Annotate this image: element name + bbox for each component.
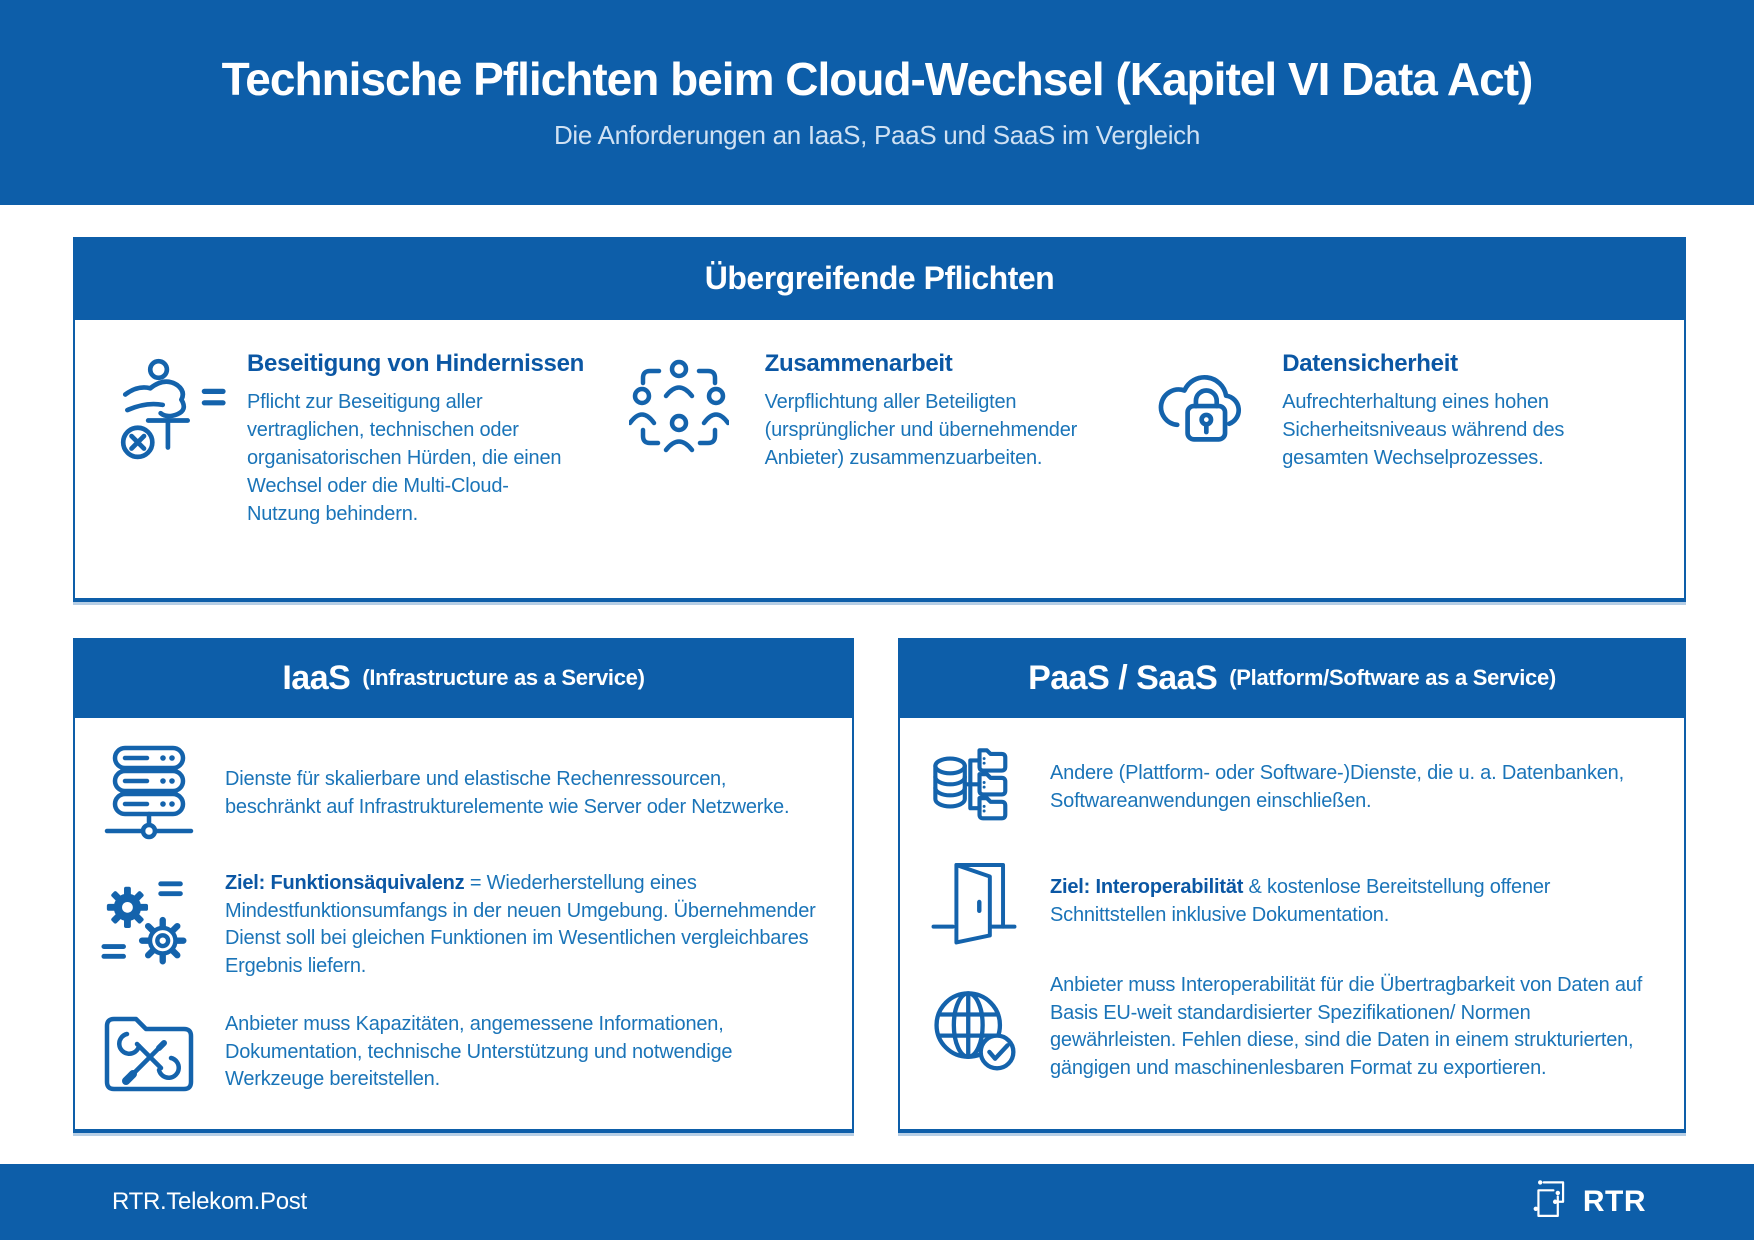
gears-icon [95,876,203,974]
iaas-item-text: Anbieter muss Kapazitäten, angemessene Informationen, Dokumentation, technische Unterstützung und notwendige Werkzeuge bereitstellen. [225,1012,733,1091]
overarching-body [73,320,1686,602]
paas-body [898,718,1686,1133]
iaas-body [73,718,854,1133]
overarching-title: Übergreifende Pflichten [704,260,1055,296]
obligation-item-zusammenarbeit [621,350,1139,598]
obligation-text-block [1282,350,1612,472]
iaas-title-suffix: (Infrastructure as a Service) [362,665,645,690]
iaas-item-kapazitaeten [95,1006,826,1098]
paas-item-text: Anbieter muss Interoperabilität für die Übertragbarkeit von Daten auf Basis EU-weit standardisierter Spezifikationen/ Normen gewährleisten. Fehlen diese, sind die Daten in einem strukturierten, gängigen und maschinenlesbaren Format zu exportieren. [1050,974,1643,1079]
paas-item-uebertragbarkeit [920,972,1658,1082]
obligation-text-block [765,350,1095,472]
rtr-logo [1527,1178,1646,1227]
obligation-item-hindernisse [103,350,621,598]
paas-header [898,638,1686,718]
paas-title-suffix: (Platform/Software as a Service) [1229,665,1556,690]
obligation-item-datensicherheit [1138,350,1656,598]
page-title: Technische Pflichten beim Cloud-Wechsel (Kapitel VI Data Act) [221,53,1533,105]
paas-item-interoperabilitaet [920,858,1658,946]
iaas-item-dienste [95,744,826,844]
paas-item-bold: Ziel: Interoperabilität [1050,876,1244,899]
iaas-section [73,638,854,1133]
people-group-icon [629,356,747,460]
header-band [0,0,1754,205]
page-subtitle: Die Anforderungen an IaaS, PaaS und SaaS im Vergleich [553,120,1201,150]
obligation-description: Verpflichtung aller Beteiligten (ursprünglicher und übernehmender Anbieter) zusammenzuarbeiten. [764,391,1078,469]
cloud-lock-icon [1146,356,1264,452]
overarching-header [73,237,1686,320]
footer-band [0,1164,1754,1240]
globe-check-icon [920,979,1028,1075]
footer-brand-text: RTR.Telekom.Post [112,1188,307,1215]
database-folders-icon [920,744,1028,832]
iaas-item-text: Dienste für skalierbare und elastische Rechenressourcen, beschränkt auf Infrastrukturelemente wie Server oder Netzwerke. [225,768,790,818]
folder-tools-icon [95,1006,203,1098]
obligation-text-block [247,350,584,528]
obligation-description: Pflicht zur Beseitigung aller vertraglichen, technischen oder organisatorischen Hürden, die einen Wechsel oder die Multi-Cloud-Nutzung behindern. [247,391,562,525]
overarching-section [73,237,1686,602]
paas-item-dienste [920,744,1658,832]
rtr-logo-text: RTR [1582,1185,1646,1218]
paas-saas-section [898,638,1686,1133]
obligation-title: Beseitigung von Hindernissen [247,350,584,377]
obligation-title: Datensicherheit [1282,350,1458,377]
obligation-description: Aufrechterhaltung eines hohen Sicherheitsniveaus während des gesamten Wechselprozesses. [1282,391,1565,469]
paas-item-text: Andere (Plattform- oder Software-)Dienste, die u. a. Datenbanken, Softwareanwendungen einschließen. [1050,762,1624,812]
iaas-header [73,638,854,718]
open-door-icon [920,858,1028,946]
paas-title: PaaS / SaaS [1028,658,1218,697]
rtr-logo-icon [1527,1178,1571,1227]
paas-item-text: Ziel: Interoperabilität & kostenlose Bereitstellung offener Schnittstellen inklusive Dokumentation. [1050,876,1551,926]
server-stack-icon [95,744,203,844]
obligation-title: Zusammenarbeit [764,350,953,377]
iaas-title: IaaS [282,658,351,697]
iaas-item-funktionsaequivalenz [95,870,826,980]
iaas-item-bold: Ziel: Funktionsäquivalenz [225,872,465,894]
hurdle-icon [111,356,229,460]
iaas-item-text: Ziel: Funktionsäquivalenz = Wiederherstellung eines Mindestfunktionsumfangs in der neuen Umgebung. Übernehmender Dienst soll bei gleichen Funktionen im Wesentlichen vergleichbares Ergebnis liefern. [225,872,816,977]
